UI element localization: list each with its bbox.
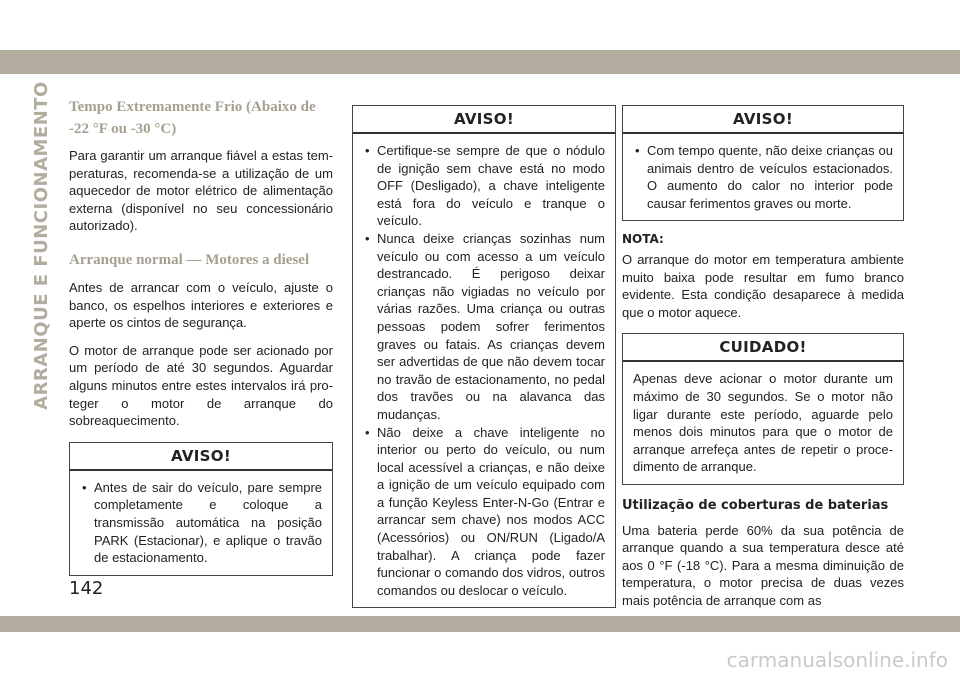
warning-box-children [352,105,616,608]
warning-item: • Nunca deixe crianças sozinhas num veículo ou com acesso a um veículo destrancado. É perigoso deixar crianças não vigiadas no veículo por várias razões. Uma criança ou outras pessoas podem sofrer ferimentos graves ou fatais. As crianças devem ser advertidas de que não devem tocar no travão de estacionamento, no pedal dos travões ou na alavanca das mudanças. [363,230,605,424]
paragraph-extreme-cold: Para garantir um arranque fiável a estas temperaturas, recomenda-se a utilização de um aquecedor de motor elétrico de alimentação externa (disponível no seu concessionário autorizado). [69,148,333,234]
warning-item: • Não deixe a chave inteligente no interior ou perto do veículo, ou num local acessível a crianças, e não deixe a ignição de um veículo equipado com a função Keyless Enter-N-Go (Entrar e arrancar sem chave) nos modos ACC (Acessórios) ou ON/RUN (Ligado/A trabalhar). A criança pode fazer funcionar o comando dos vidros, outros comandos ou deslocar o veículo. [363,424,605,600]
warning-box-park [69,442,333,576]
warning-box-hot-weather [622,105,904,221]
heading-extreme-cold: Tempo Extremamente Frio (Abaixo de -22 °F ou -30 °C) [69,99,316,137]
paragraph-battery-covers: Uma bateria perde 60% da sua potência de arranque quando a sua temperatura desce até aos 0 °F (-18 °C). Para a mesma diminuição de temperatura, o motor precisa de duas vezes mais potência de arranque com as [622,522,904,608]
caution-text: Apenas deve acionar o motor durante um máximo de 30 segundos. Se o motor não ligar durante este período, aguarde pelo menos dois minutos para que o motor de arranque arrefeça antes de repetir o procedimento de arranque. [633,371,893,475]
page-number: 142 [69,578,104,599]
watermark-text: carmanualsonline.info [726,648,948,672]
column-3 [622,105,904,619]
caution-box [622,333,904,485]
warning-title: AVISO! [353,106,615,134]
section-side-tab-label: ARRANQUE E FUNCIONAMENTO [30,80,52,410]
warning-item: • Com tempo quente, não deixe crianças ou animais dentro de veículos estacionados. O aumento do calor no interior pode causar ferimentos graves ou morte. [633,142,893,212]
section-side-tab [30,80,52,410]
column-2 [352,105,616,608]
paragraph-starter-motor: O motor de arranque pode ser acionado por um período de até 30 segundos. Aguardar alguns minutos entre estes intervalos irá proteger o motor de arranque do sobreaquecimento. [69,342,333,429]
paragraph-adjust-seat: Antes de arrancar com o veículo, ajuste o banco, os espelhos interiores e exteriores e aperte os cintos de segurança. [69,279,333,331]
bottom-band [0,616,960,632]
top-band [0,50,960,74]
caution-title: CUIDADO! [623,334,903,362]
warning-item: • Certifique-se sempre de que o nódulo de ignição sem chave está no modo OFF (Desligado), a chave inteligente está fora do veículo e tranque o veículo. [363,142,605,230]
note-label: NOTA: [622,232,664,247]
warning-item: • Antes de sair do veículo, pare sempre completamente e coloque a transmissão automática na posição PARK (Estacionar), e aplique o travão de estacionamento. [80,479,322,567]
column-1 [69,96,333,576]
note-text: O arranque do motor em temperatura ambiente muito baixa pode resultar em fumo branco evidente. Esta condição desaparece à medida que o motor aquece. [622,251,904,320]
heading-battery-covers: Utilização de coberturas de baterias [622,497,889,513]
warning-title: AVISO! [623,106,903,134]
warning-title: AVISO! [70,443,332,471]
heading-normal-start-diesel: Arranque normal — Motores a diesel [69,251,310,268]
